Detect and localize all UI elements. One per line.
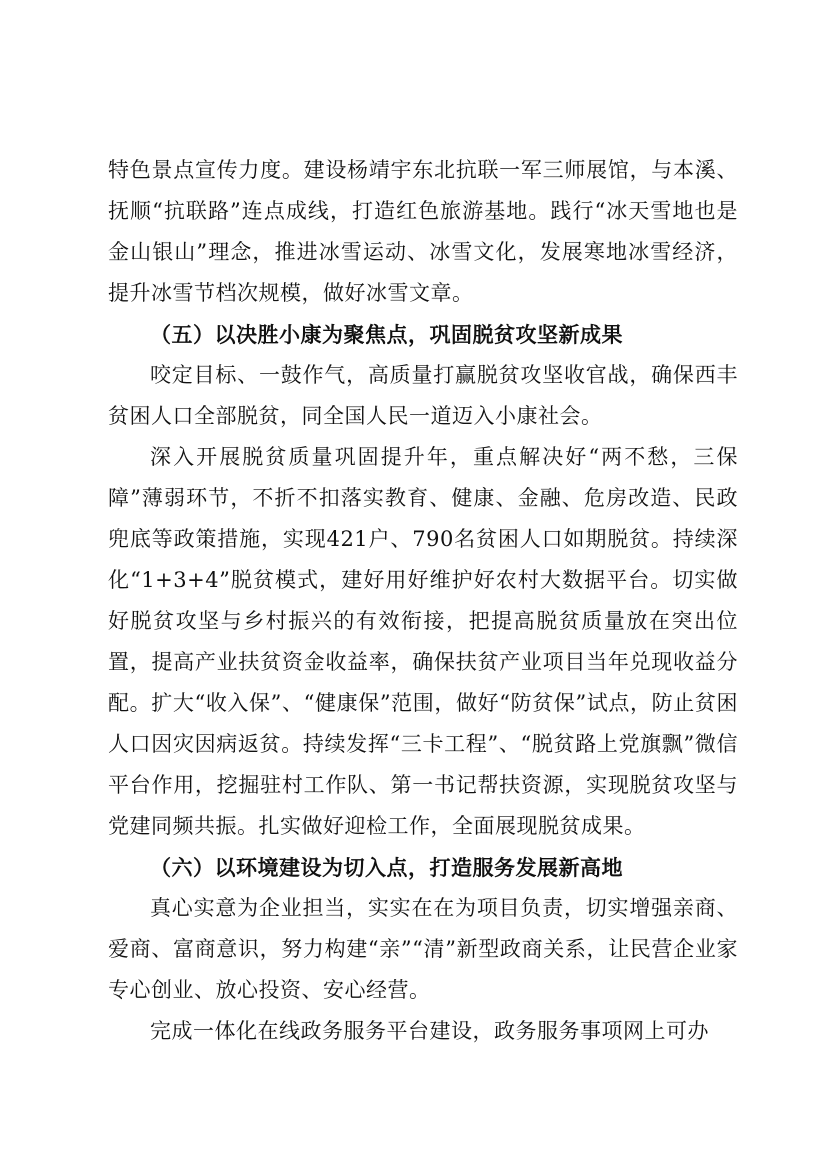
document-page (108, 150, 738, 1052)
paragraph-business-relations: 真心实意为企业担当，实实在在为项目负责，切实增强亲商、爱商、富商意识，努力构建“亲”“清”新型政商关系，让民营企业家专心创业、放心投资、安心经营。 (108, 896, 738, 1002)
section-heading-6: （六）以环境建设为切入点，打造服务发展新高地 (150, 855, 623, 880)
paragraph-tourism-continued: 特色景点宣传力度。建设杨靖宇东北抗联一军三师展馆，与本溪、抚顺“抗联路”连点成线，打造红色旅游基地。践行“冰天雪地也是金山银山”理念，推进冰雪运动、冰雪文化，发展寒地冰雪经济，提升冰雪节档次规模，做好冰雪文章。 (108, 158, 738, 305)
paragraph-poverty-goal: 咬定目标、一鼓作气，高质量打赢脱贫攻坚收官战，确保西丰贫困人口全部脱贫，同全国人民一道迈入小康社会。 (108, 363, 738, 428)
section-heading-5: （五）以决胜小康为聚焦点，巩固脱贫攻坚新成果 (150, 322, 623, 347)
paragraph-online-services: 完成一体化在线政务服务平台建设，政务服务事项网上可办 (150, 1019, 709, 1043)
paragraph-poverty-measures: 深入开展脱贫质量巩固提升年，重点解决好“两不愁，三保障”薄弱环节，不折不扣落实教育、健康、金融、危房改造、民政兜底等政策措施，实现421户、790名贫困人口如期脱贫。持续深化“1+3+4”脱贫模式，建好用好维护好农村大数据平台。切实做好脱贫攻坚与乡村振兴的有效衔接，把提高脱贫质量放在突出位置，提高产业扶贫资金收益率，确保扶贫产业项目当年兑现收益分配。扩大“收入保”、“健康保”范围，做好“防贫保”试点，防止贫困人口因灾因病返贫。持续发挥“三卡工程”、“脱贫路上党旗飘”微信平台作用，挖掘驻村工作队、第一书记帮扶资源，实现脱贫攻坚与党建同频共振。扎实做好迎检工作，全面展现脱贫成果。 (108, 445, 738, 838)
